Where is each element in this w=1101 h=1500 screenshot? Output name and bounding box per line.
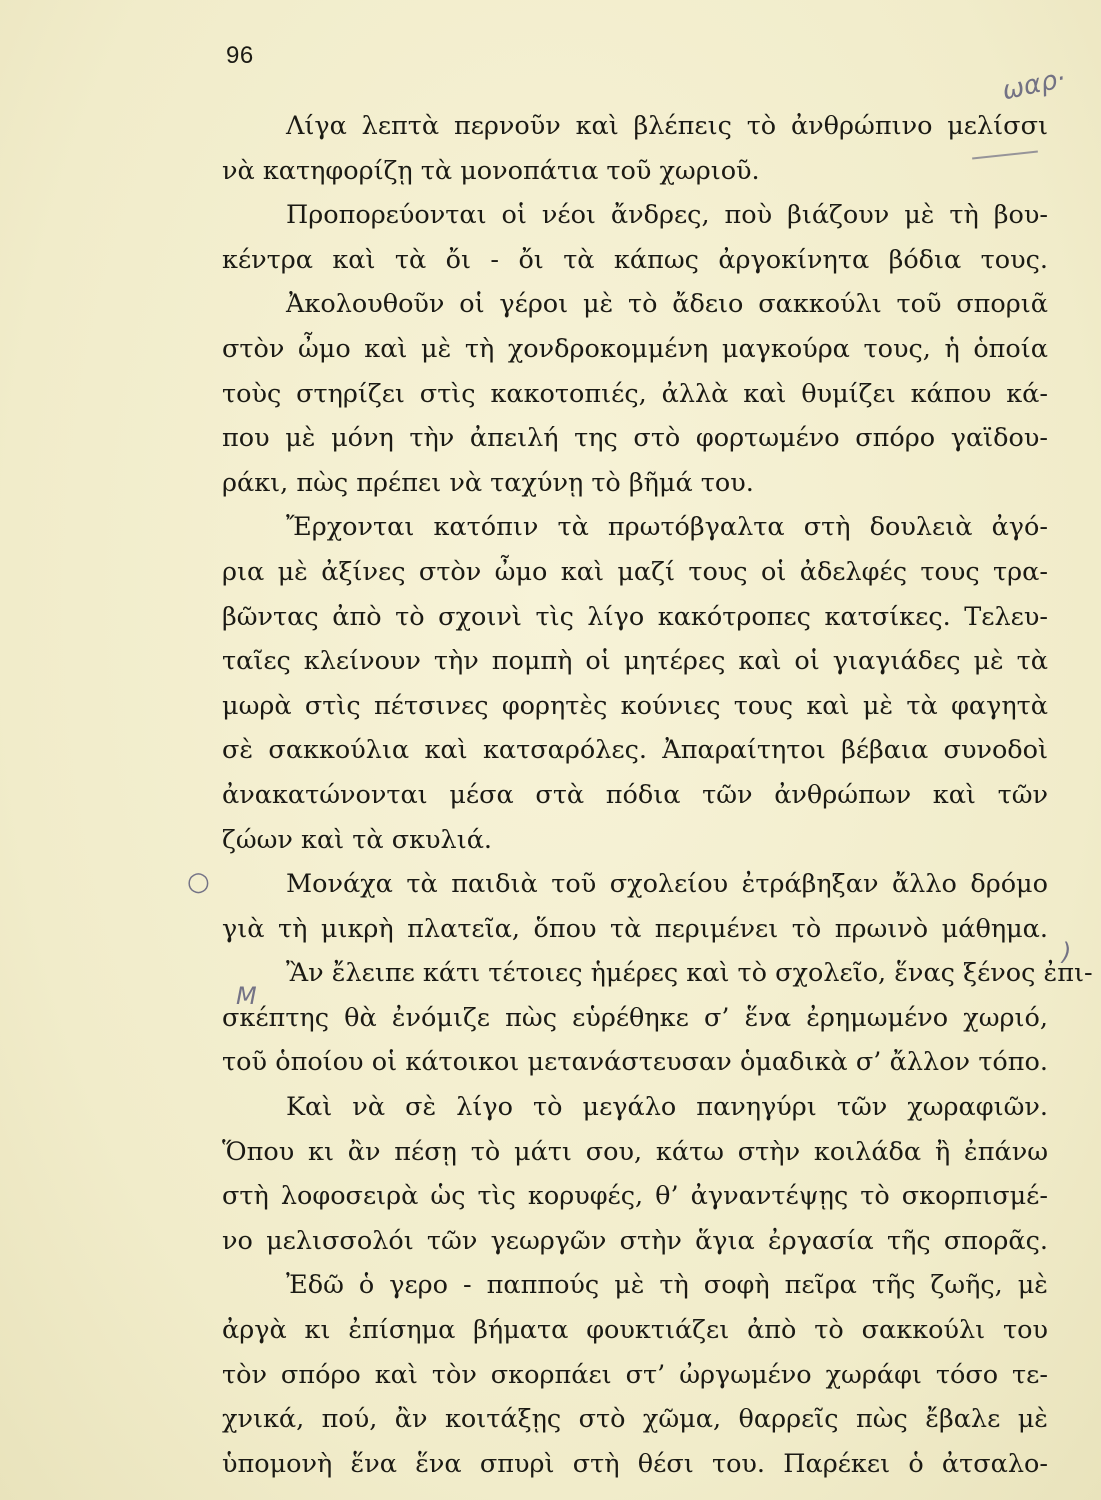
text-line: Ἐδῶ ὁ γερο - παππούς μὲ τὴ σοφὴ πεῖρα τῆς ζωῆς, μὲ: [286, 1270, 1048, 1301]
text-line: κέντρα καὶ τὰ ὄι - ὄι τὰ κάπως ἀργοκίνητα βόδια τους.: [222, 244, 1048, 275]
text-line: Καὶ νὰ σὲ λίγο τὸ μεγάλο πανηγύρι τῶν χωραφιῶν.: [286, 1092, 1048, 1123]
text-line: στὴ λοφοσειρὰ ὡς τὶς κορυφές, θ’ ἀγναντέψῃς τὸ σκορπισμέ-: [222, 1181, 1048, 1212]
text-line: τοῦ ὁποίου οἱ κάτοικοι μετανάστευσαν ὁμαδικὰ σ’ ἄλλον τόπο.: [222, 1047, 1048, 1078]
handwritten-note-top: ωαρ·: [999, 63, 1069, 107]
text-line: ταῖες κλείνουν τὴν πομπὴ οἱ μητέρες καὶ οἱ γιαγιάδες μὲ τὰ: [222, 646, 1048, 677]
text-line: ἀργὰ κι ἐπίσημα βήματα φουκτιάζει ἀπὸ τὸ σακκούλι του: [222, 1315, 1048, 1346]
text-line: τὸν σπόρο καὶ τὸν σκορπάει στ’ ὠργωμένο χωράφι τόσο τε-: [222, 1359, 1048, 1390]
text-line: Ἂν ἔλειπε κάτι τέτοιες ἡμέρες καὶ τὸ σχολεῖο, ἕνας ξένος ἐπι-: [286, 958, 1093, 989]
text-line: Ὅπου κι ἂν πέσῃ τὸ μάτι σου, κάτω στὴν κοιλάδα ἢ ἐπάνω: [222, 1136, 1048, 1167]
text-line: ράκι, πὼς πρέπει νὰ ταχύνῃ τὸ βῆμά του.: [222, 467, 754, 498]
text-line: που μὲ μόνη τὴν ἀπειλή της στὸ φορτωμένο σπόρο γαϊδου-: [222, 423, 1048, 454]
text-line: ὑπομονὴ ἕνα ἕνα σπυρὶ στὴ θέσι του. Παρέκει ὁ ἀτσαλο-: [222, 1448, 1048, 1479]
text-line: Ἀκολουθοῦν οἱ γέροι μὲ τὸ ἄδειο σακκούλι τοῦ σποριᾶ: [286, 289, 1048, 320]
text-line: χνικά, πού, ἂν κοιτάξῃς στὸ χῶμα, θαρρεῖς πὼς ἔβαλε μὲ: [222, 1404, 1048, 1435]
handwritten-bracket-mark: ): [1062, 938, 1072, 966]
text-line: Προπορεύονται οἱ νέοι ἄνδρες, ποὺ βιάζουν μὲ τὴ βου-: [286, 200, 1048, 231]
handwritten-margin-mark: M: [236, 982, 257, 1010]
text-line: Μονάχα τὰ παιδιὰ τοῦ σχολείου ἐτράβηξαν ἄλλο δρόμο: [286, 869, 1048, 900]
text-line: ζώων καὶ τὰ σκυλιά.: [222, 824, 493, 855]
text-line: νὰ κατηφορίζῃ τὰ μονοπάτια τοῦ χωριοῦ.: [222, 155, 760, 186]
text-line: τοὺς στηρίζει στὶς κακοτοπιές, ἀλλὰ καὶ θυμίζει κάπου κά-: [222, 378, 1048, 409]
text-line: Ἔρχονται κατόπιν τὰ πρωτόβγαλτα στὴ δουλειὰ ἀγό-: [286, 512, 1048, 543]
handwritten-circle-mark: ○: [187, 867, 210, 897]
text-line: νο μελισσολόι τῶν γεωργῶν στὴν ἅγια ἐργασία τῆς σπορᾶς.: [222, 1225, 1048, 1256]
text-line: ρια μὲ ἀξίνες στὸν ὦμο καὶ μαζί τους οἱ ἀδελφές τους τρα-: [222, 556, 1048, 587]
text-line: ἀνακατώνονται μέσα στὰ πόδια τῶν ἀνθρώπων καὶ τῶν: [222, 779, 1048, 810]
text-line: μωρὰ στὶς πέτσινες φορητὲς κούνιες τους καὶ μὲ τὰ φαγητὰ: [222, 690, 1048, 721]
text-line: στὸν ὦμο καὶ μὲ τὴ χονδροκομμένη μαγκούρα τους, ἡ ὁποία: [222, 333, 1048, 364]
text-line: Λίγα λεπτὰ περνοῦν καὶ βλέπεις τὸ ἀνθρώπινο μελίσσι: [286, 111, 1048, 141]
text-line: σὲ σακκούλια καὶ κατσαρόλες. Ἀπαραίτητοι βέβαια συνοδοὶ: [222, 735, 1048, 766]
body-text: [222, 104, 1093, 1486]
text-line: γιὰ τὴ μικρὴ πλατεῖα, ὅπου τὰ περιμένει τὸ πρωινὸ μάθημα.: [222, 913, 1048, 944]
page-number: 96: [226, 42, 254, 69]
text-line: βῶντας ἀπὸ τὸ σχοινὶ τὶς λίγο κακότροπες κατσίκες. Τελευ-: [222, 601, 1048, 632]
text-line: σκέπτης θὰ ἐνόμιζε πὼς εὑρέθηκε σ’ ἕνα ἐρημωμένο χωριό,: [222, 1002, 1048, 1033]
